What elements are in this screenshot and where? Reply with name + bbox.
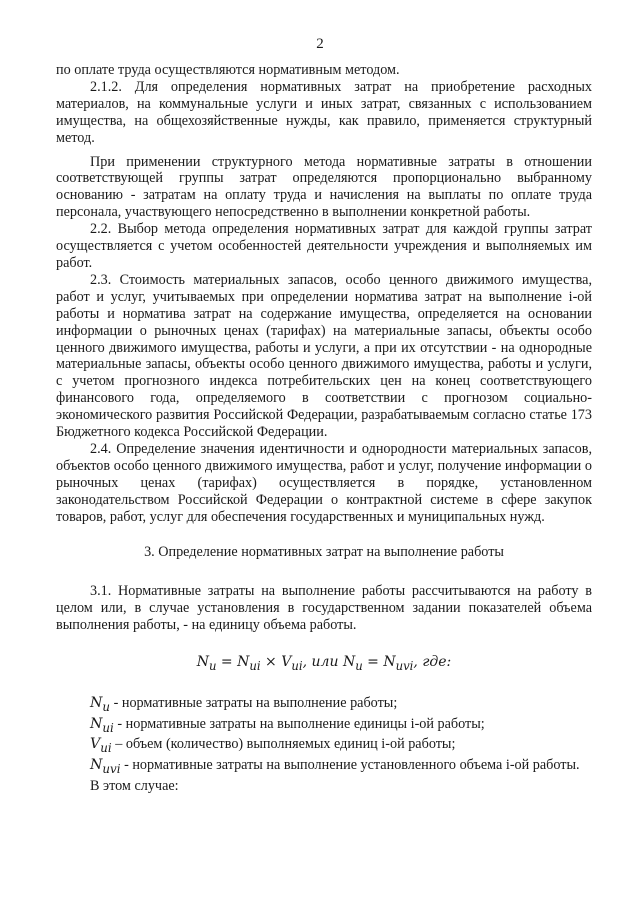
- paragraph-structural-method: При применении структурного метода нормативные затраты в отношении соответствующей группы затрат определяются пропорционально выбранному основанию - затратам на оплату труда и начисления на выплаты по оплате труда персонала, участвующего непосредственно в выполнении конкретной работы.: [56, 153, 592, 221]
- paragraph-in-this-case: В этом случае:: [90, 777, 179, 794]
- section-title: 3. Определение нормативных затрат на выполнение работы: [144, 544, 504, 561]
- definition-nuvi: $N_{uvi}$ - нормативные затраты на выполнение установленного объема i-ой работы.: [90, 757, 580, 776]
- page-number: 2: [316, 36, 324, 52]
- paragraph-2-3: 2.3. Стоимость материальных запасов, особо ценного движимого имущества, работ и услуг, учитываемых при определении норматива затрат на выполнение i-ой работы и норматива затрат на содержание имущества, определяется на основании информации о рыночных ценах (тарифах) на материальные запасы, объекты особо ценного движимого имущества, работы и услуги, а при их отсутствии - на однородные материальные запасы, объекты особо ценного движимого имущества, работы и услуги, с учетом прогнозного индекса потребительских цен на конец соответствующего финансового года, определяемого в соответствии с прогнозом социально-экономического развития Российской Федерации, разрабатываемым согласно статье 173 Бюджетного кодекса Российской Федерации.: [56, 271, 592, 441]
- definition-vui: $V_{ui}$ – объем (количество) выполняемых единиц i-ой работы;: [90, 736, 456, 756]
- paragraph-continuation: по оплате труда осуществляются нормативным методом.: [56, 62, 400, 78]
- formula: $N_u = N_{ui} \times V_{ui}$, или $N_u = N_{uvi}$, где:: [196, 654, 452, 673]
- document-body: [56, 62, 592, 795]
- paragraph-3-1: 3.1. Нормативные затраты на выполнение работы рассчитываются на работу в целом или, в случае установления в государственном задании показателей объема выполнения работы, - на единицу объема работы.: [56, 583, 592, 634]
- definition-nui: $N_{ui}$ - нормативные затраты на выполнение единицы i-ой работы;: [90, 715, 485, 735]
- paragraph-2-1-2: 2.1.2. Для определения нормативных затрат на приобретение расходных материалов, на коммунальные услуги и иных затрат, связанных с использованием имущества, на общехозяйственные нужды, как правило, применяется структурный метод.: [56, 78, 592, 146]
- paragraph-2-2: 2.2. Выбор метода определения нормативных затрат для каждой группы затрат осуществляется с учетом особенностей деятельности учреждения и выполняемых им работ.: [56, 221, 592, 271]
- definition-nu: $N_u$ - нормативные затраты на выполнение работы;: [90, 694, 398, 714]
- paragraph-2-4: 2.4. Определение значения идентичности и однородности материальных запасов, объектов особо ценного движимого имущества, работ и услуг, получение информации о рыночных ценах (тарифах) осуществляется в порядке, установленном законодательством Российской Федерации о контрактной системе в сфере закупок товаров, работ, услуг для обеспечения государственных и муниципальных нужд.: [56, 440, 592, 525]
